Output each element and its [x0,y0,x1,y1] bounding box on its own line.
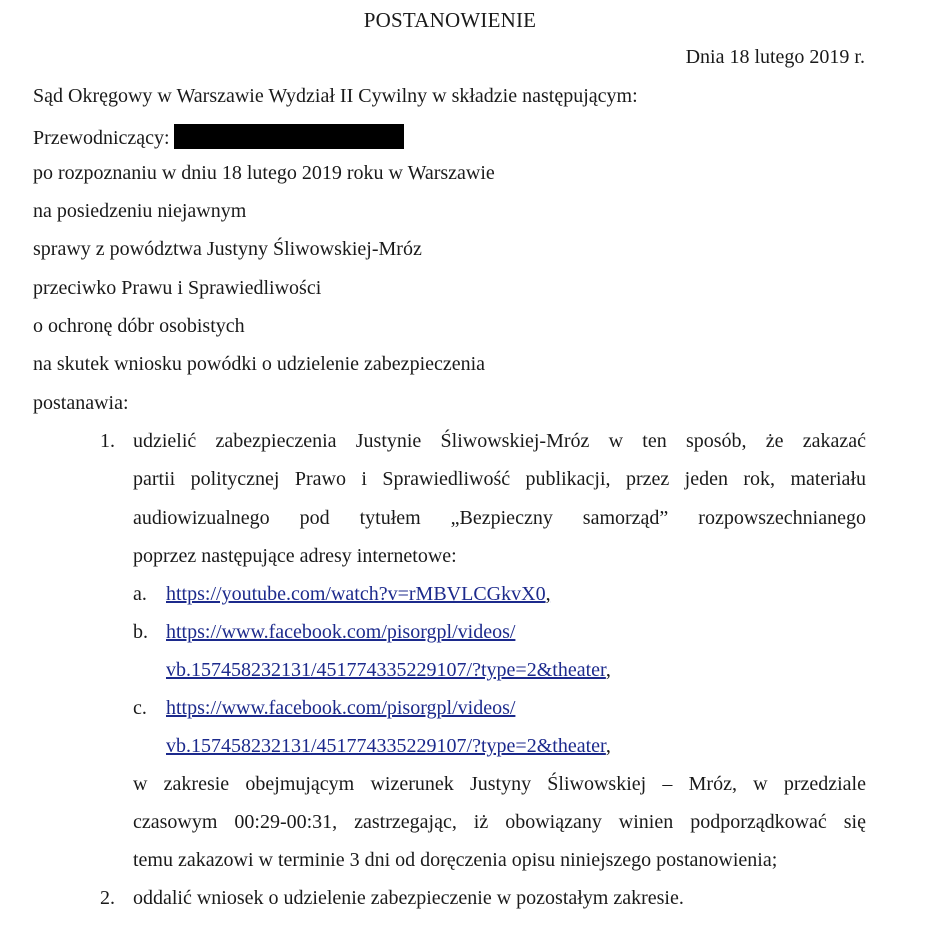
intro-line: po rozpoznaniu w dniu 18 lutego 2019 roku w Warszawie [33,162,495,184]
scope-line: w zakresie obejmującym wizerunek Justyny Śliwowskiej – Mróz, w przedziale [133,773,866,795]
link-c-letter: c. [133,697,147,719]
item-1-line: audiowizualnego pod tytułem „Bezpieczny samorząd” rozpowszechnianego [133,507,866,529]
link-comma: , [545,583,551,605]
facebook-link-c-part2[interactable]: vb.157458232131/451774335229107/?type=2&theater [166,735,606,757]
scope-line: czasowym 00:29-00:31, zastrzegając, iż obowiązany winien podporządkować się [133,811,866,833]
intro-line: sprawy z powództwa Justyny Śliwowskiej-Mróz [33,238,422,260]
link-comma: , [605,735,611,757]
facebook-link-b-part2[interactable]: vb.157458232131/451774335229107/?type=2&theater [166,659,606,681]
decision-label: postanawia: [33,392,129,414]
youtube-link[interactable]: https://youtube.com/watch?v=rMBVLCGkvX0 [166,583,546,605]
chair-line [33,124,404,150]
link-b-letter: b. [133,621,148,643]
item-1-number: 1. [100,430,115,452]
item-2-number: 2. [100,887,115,909]
scope-line: temu zakazowi w terminie 3 dni od doręczenia opisu niniejszego postanowienia; [133,849,778,871]
link-c-wrap [166,735,611,758]
intro-line: na skutek wniosku powódki o udzielenie zabezpieczenia [33,353,486,375]
item-2-text: oddalić wniosek o udzielenie zabezpieczenie w pozostałym zakresie. [133,887,684,909]
item-1-line: udzielić zabezpieczenia Justynie Śliwowskiej-Mróz w ten sposób, że zakazać [133,430,866,452]
intro-line: przeciwko Prawu i Sprawiedliwości [33,277,322,299]
facebook-link-c-part1[interactable]: https://www.facebook.com/pisorgpl/videos/ [166,697,516,719]
link-comma: , [605,659,611,681]
link-a-letter: a. [133,583,147,605]
document-date: Dnia 18 lutego 2019 r. [685,46,865,68]
facebook-link-b-part1[interactable]: https://www.facebook.com/pisorgpl/videos/ [166,621,516,643]
court-line: Sąd Okręgowy w Warszawie Wydział II Cywilny w składzie następującym: [33,85,638,107]
chair-label: Przewodniczący: [33,127,170,149]
redaction-bar [174,124,404,149]
link-a-wrap [166,583,551,606]
item-1-line: partii politycznej Prawo i Sprawiedliwość publikacji, przez jeden rok, materiału [133,468,866,490]
intro-line: o ochronę dóbr osobistych [33,315,245,337]
link-b-wrap [166,659,611,682]
intro-line: na posiedzeniu niejawnym [33,200,247,222]
item-1-line: poprzez następujące adresy internetowe: [133,545,457,567]
document-title: POSTANOWIENIE [363,8,537,32]
